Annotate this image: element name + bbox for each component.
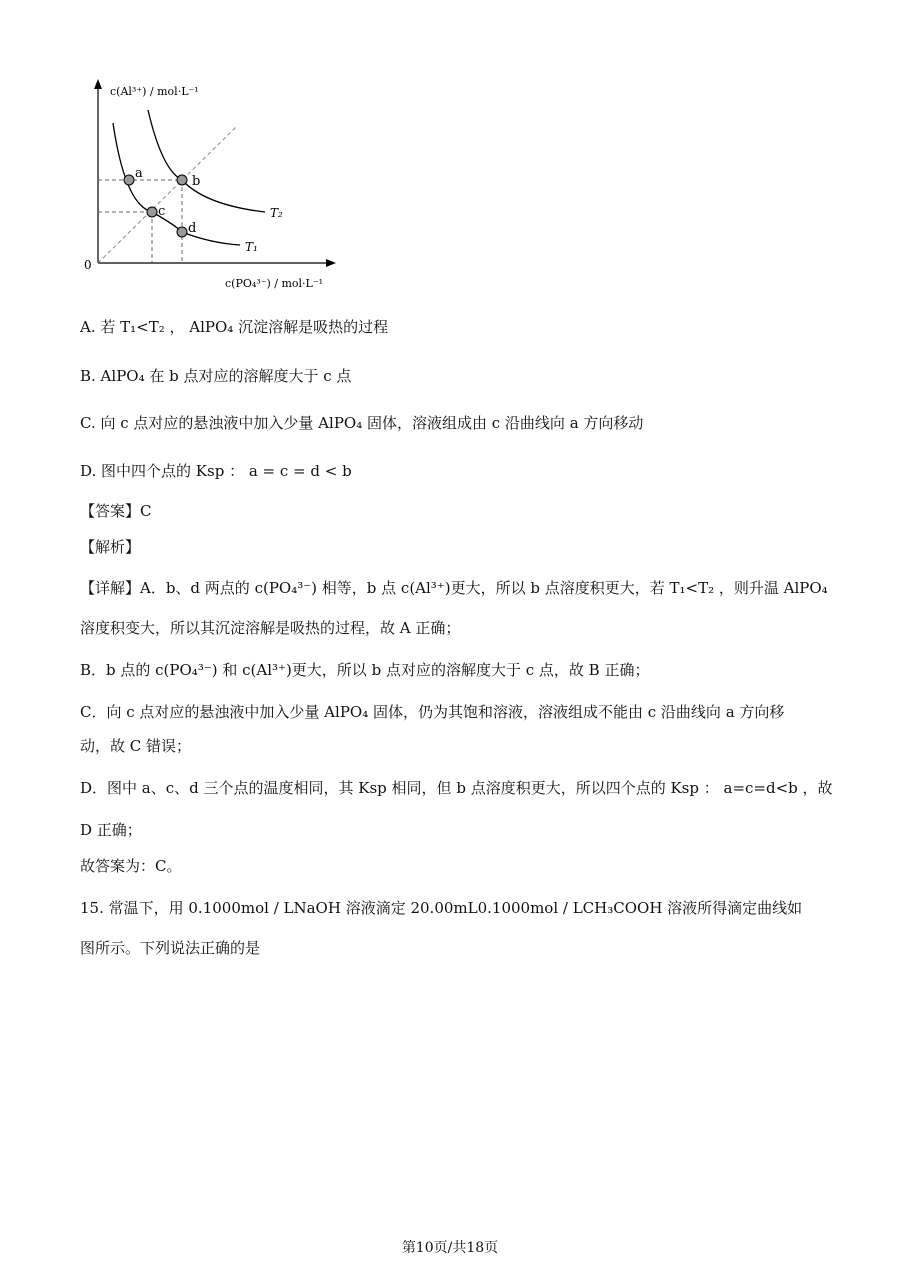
analysis-title: 【解析】 (80, 538, 141, 556)
point-b-label: b (192, 174, 201, 189)
point-d-label: d (188, 221, 197, 236)
question-15-line-2: 图所示。下列说法正确的是 (80, 939, 261, 957)
detail-line-8: 故答案为：C。 (80, 857, 182, 875)
detail-line-6: D．图中 a、c、d 三个点的温度相同，其 Ksp 相同，但 b 点溶度积更大，所以四个点的 Ksp ： a=c=d<b ，故 (80, 779, 833, 797)
detail-line-2: 溶度积变大，所以其沉淀溶解是吸热的过程，故 A 正确； (80, 619, 461, 637)
origin-label: 0 (84, 258, 92, 272)
solubility-figure (80, 75, 350, 295)
detail-line-7: D 正确； (80, 821, 142, 839)
y-axis-label: c(Al³⁺) / mol·L⁻¹ (110, 85, 199, 98)
page-footer: 第10页/共18页 (401, 1240, 499, 1256)
point-c-label: c (158, 204, 166, 219)
x-axis-arrow (326, 259, 336, 267)
option-d: D. 图中四个点的 Ksp ： a = c = d < b (80, 462, 352, 480)
y-axis-arrow (94, 79, 102, 89)
question-15-line-1: 15. 常温下，用 0.1000mol / LNaOH 溶液滴定 20.00mL0.1000mol / LCH₃COOH 溶液所得滴定曲线如 (80, 899, 803, 917)
point-a-marker (124, 175, 134, 185)
option-a: A. 若 T₁<T₂ ， AlPO₄ 沉淀溶解是吸热的过程 (80, 318, 389, 336)
point-b-marker (177, 175, 187, 185)
detail-line-3: B．b 点的 c(PO₄³⁻) 和 c(Al³⁺)更大，所以 b 点对应的溶解度大于 c 点，故 B 正确； (80, 661, 650, 679)
option-b: B. AlPO₄ 在 b 点对应的溶解度大于 c 点 (80, 367, 352, 385)
point-d-marker (177, 227, 187, 237)
detail-line-4: C．向 c 点对应的悬浊液中加入少量 AlPO₄ 固体，仍为其饱和溶液，溶液组成不能由 c 沿曲线向 a 方向移 (80, 703, 785, 721)
answer-line: 【答案】C (80, 502, 152, 520)
x-axis-label: c(PO₄³⁻) / mol·L⁻¹ (225, 277, 324, 290)
detail-line-1: 【详解】A．b、d 两点的 c(PO₄³⁻) 相等，b 点 c(Al³⁺)更大，所以 b 点溶度积更大，若 T₁<T₂ ，则升温 AlPO₄ (80, 579, 828, 597)
curve-t2-label: T₂ (270, 206, 283, 220)
curve-t1-label: T₁ (245, 240, 258, 254)
detail-line-5: 动，故 C 错误； (80, 737, 192, 755)
point-a-label: a (135, 166, 143, 181)
option-c: C. 向 c 点对应的悬浊液中加入少量 AlPO₄ 固体，溶液组成由 c 沿曲线向 a 方向移动 (80, 414, 644, 432)
point-c-marker (147, 207, 157, 217)
diagonal-dashed-line (98, 127, 236, 263)
